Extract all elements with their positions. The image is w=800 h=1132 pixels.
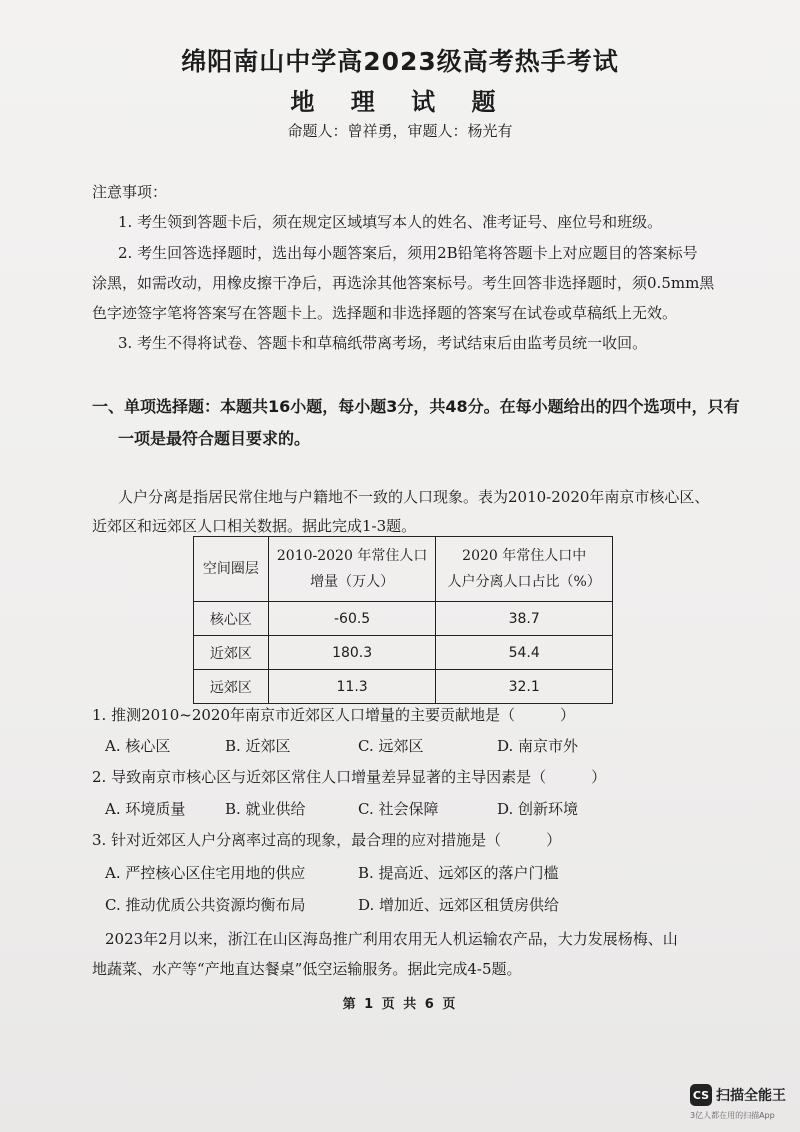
header-ratio-line-1: 2020 年常住人口中	[462, 548, 587, 564]
question-3-stem: 3. 针对近郊区人户分离率过高的现象，最合理的应对措施是（ ）	[92, 831, 562, 849]
notice-item-1: 1. 考生领到答题卡后，须在规定区域填写本人的姓名、准考证号、座位号和班级。	[118, 213, 663, 231]
question-1-option-c: C. 远郊区	[358, 737, 424, 755]
authors-line: 命题人：曾祥勇，审题人：杨光有	[287, 122, 513, 140]
question-3-option-a: A. 严控核心区住宅用地的供应	[105, 864, 306, 882]
page-footer: 第 1 页 共 6 页	[342, 997, 458, 1012]
material-1-line-2: 近郊区和远郊区人口相关数据。据此完成1-3题。	[92, 517, 417, 535]
increase-cell: 180.3	[268, 636, 436, 670]
ratio-cell: 54.4	[436, 636, 613, 670]
question-3-option-c: C. 推动优质公共资源均衡布局	[105, 896, 306, 914]
notice-item-2-cont-2: 色字迹签字笔将答案写在答题卡上。选择题和非选择题的答案写在试卷或草稿纸上无效。	[92, 304, 678, 322]
header-ratio	[436, 537, 613, 602]
notice-item-3: 3. 考生不得将试卷、答题卡和草稿纸带离考场，考试结束后由监考员统一收回。	[118, 334, 648, 352]
material-2-line-1: 2023年2月以来，浙江在山区海岛推广利用农用无人机运输农产品，大力发展杨梅、山	[105, 930, 678, 948]
zone-cell: 核心区	[194, 602, 269, 636]
zone-cell: 远郊区	[194, 670, 269, 704]
notice-heading: 注意事项：	[92, 183, 168, 201]
increase-cell: 11.3	[268, 670, 436, 704]
notice-item-2-cont-1: 涂黑，如需改动，用橡皮擦干净后，再选涂其他答案标号。考生回答非选择题时，须0.5mm黑	[92, 274, 715, 292]
question-1-stem: 1. 推测2010~2020年南京市近郊区人口增量的主要贡献地是（ ）	[92, 706, 575, 724]
question-2-stem: 2. 导致南京市核心区与近郊区常住人口增量差异显著的主导因素是（ ）	[92, 768, 607, 786]
question-2-option-a: A. 环境质量	[105, 800, 186, 818]
notice-item-2: 2. 考生回答选择题时，选出每小题答案后，须用2B铅笔将答题卡上对应题目的答案标号	[118, 244, 698, 262]
header-increase-line-2: 增量（万人）	[310, 574, 395, 590]
section-heading-line-1: 一、单项选择题：本题共16小题，每小题3分，共48分。在每小题给出的四个选项中，只有	[92, 397, 740, 416]
subject-title: 地 理 试 题	[290, 88, 510, 116]
question-2-option-d: D. 创新环境	[497, 800, 579, 818]
header-increase-line-1: 2010-2020 年常住人口	[276, 548, 428, 564]
exam-title: 绵阳南山中学高2023级高考热手考试	[181, 47, 619, 76]
table-row	[194, 636, 613, 670]
table-row	[194, 670, 613, 704]
question-3-option-d: D. 增加近、远郊区租赁房供给	[358, 896, 560, 914]
question-2-option-c: C. 社会保障	[358, 800, 439, 818]
zone-cell: 近郊区	[194, 636, 269, 670]
increase-cell: -60.5	[268, 602, 436, 636]
table-row	[194, 602, 613, 636]
camscanner-logo-icon: CS	[690, 1084, 712, 1106]
header-ratio-line-2: 人户分离人口占比（%）	[447, 574, 601, 590]
header-increase	[268, 537, 436, 602]
ratio-cell: 32.1	[436, 670, 613, 704]
material-2-line-2: 地蔬菜、水产等“产地直达餐桌”低空运输服务。据此完成4-5题。	[92, 960, 522, 978]
header-zone: 空间圈层	[194, 537, 269, 602]
watermark-app-name: 扫描全能王	[716, 1088, 786, 1104]
section-heading-line-2: 一项是最符合题目要求的。	[118, 429, 311, 448]
question-3-option-b: B. 提高近、远郊区的落户门槛	[358, 864, 559, 882]
question-1-option-b: B. 近郊区	[225, 737, 291, 755]
table-header-row	[194, 537, 613, 602]
question-1-option-a: A. 核心区	[105, 737, 171, 755]
material-1-line-1: 人户分离是指居民常住地与户籍地不一致的人口现象。表为2010-2020年南京市核心区、	[118, 488, 710, 506]
ratio-cell: 38.7	[436, 602, 613, 636]
watermark-tagline: 3亿人都在用的扫描App	[690, 1111, 775, 1120]
question-2-option-b: B. 就业供给	[225, 800, 306, 818]
population-table	[193, 536, 613, 704]
question-1-option-d: D. 南京市外	[497, 737, 579, 755]
